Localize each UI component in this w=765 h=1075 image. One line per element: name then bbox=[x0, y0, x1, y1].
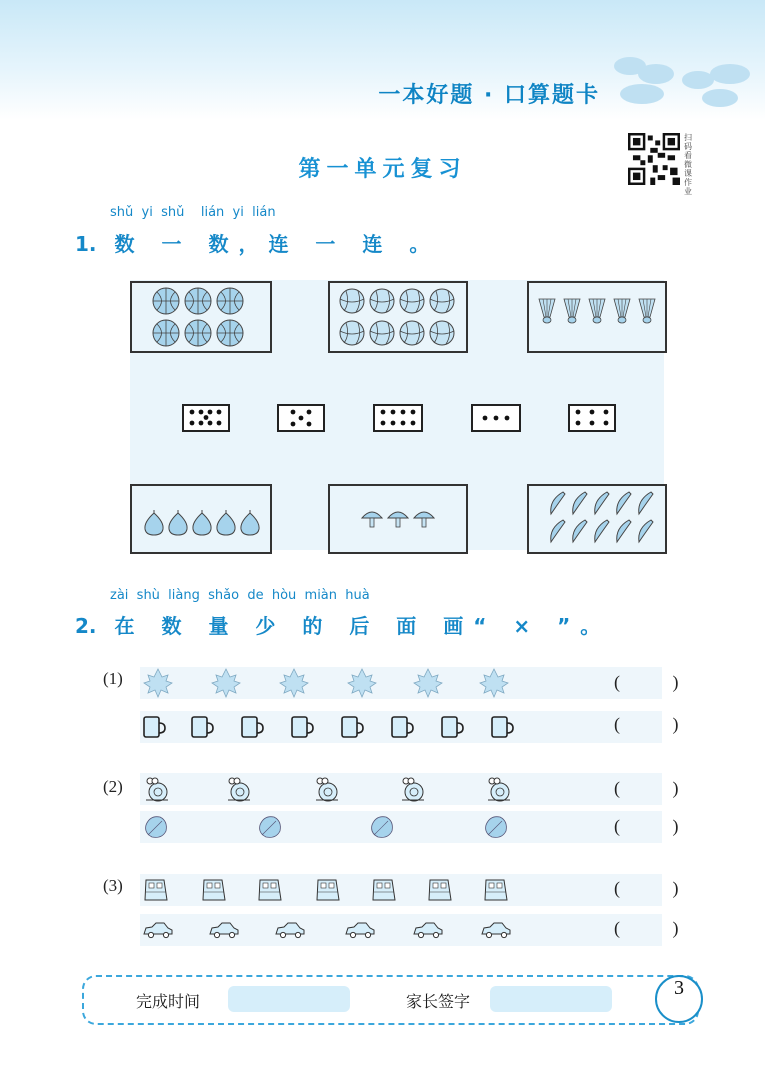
dot-card-5[interactable] bbox=[277, 404, 325, 432]
snail-icon bbox=[140, 772, 540, 806]
shuttlecock-group[interactable] bbox=[527, 281, 667, 353]
q2-pinyin: zài shù liàng shǎo de hòu miàn huà bbox=[110, 588, 370, 603]
q1-number: 1. bbox=[75, 232, 97, 256]
banana-icon bbox=[529, 486, 665, 552]
dot-card-3[interactable] bbox=[471, 404, 521, 432]
peach-group[interactable] bbox=[130, 484, 272, 554]
group-label-2: (2) bbox=[103, 777, 123, 796]
sign-field[interactable] bbox=[490, 986, 612, 1012]
shuttlecock-icon bbox=[529, 283, 665, 351]
answer-paren[interactable]: ( ) bbox=[614, 816, 703, 836]
footer-bar bbox=[82, 975, 699, 1025]
dot-card-9[interactable] bbox=[182, 404, 230, 432]
qr-label: 扫码看微课作业 bbox=[684, 133, 692, 196]
group-label-1: (1) bbox=[103, 669, 123, 688]
bus-icon bbox=[140, 873, 540, 907]
q1-title bbox=[75, 228, 439, 257]
sign-label: 家长签字 bbox=[406, 992, 471, 1011]
volleyball-group[interactable] bbox=[328, 281, 468, 353]
page-header bbox=[0, 0, 765, 120]
q1-pinyin: shǔ yi shǔ lián yi lián bbox=[110, 205, 276, 220]
page-number: 3 bbox=[655, 975, 703, 1023]
time-label: 完成时间 bbox=[136, 992, 201, 1011]
banana-group[interactable] bbox=[527, 484, 667, 554]
q1-text: 数 一 数，连 一 连 。 bbox=[114, 232, 440, 256]
answer-paren[interactable]: ( ) bbox=[614, 672, 703, 692]
volleyball-icon bbox=[330, 283, 466, 351]
answer-paren[interactable]: ( ) bbox=[614, 878, 703, 898]
cloud-decoration-icon bbox=[608, 50, 758, 110]
car-icon bbox=[140, 913, 540, 947]
dot-card-8[interactable] bbox=[373, 404, 423, 432]
q2-text: 在 数 量 少 的 后 面 画“ × ”。 bbox=[114, 614, 611, 638]
time-field[interactable] bbox=[228, 986, 350, 1012]
brand-title: 一本好题 · 口算题卡 bbox=[378, 83, 600, 108]
qr-code-icon[interactable] bbox=[628, 133, 680, 185]
q2-number: 2. bbox=[75, 614, 97, 638]
group-label-3: (3) bbox=[103, 876, 123, 895]
cup-icon bbox=[140, 710, 540, 744]
basketball-icon bbox=[132, 283, 270, 351]
answer-paren[interactable]: ( ) bbox=[614, 778, 703, 798]
mushroom-group[interactable] bbox=[328, 484, 468, 554]
answer-paren[interactable]: ( ) bbox=[614, 918, 703, 938]
basketball-group[interactable] bbox=[130, 281, 272, 353]
q2-title bbox=[75, 610, 610, 639]
maple-leaf-icon bbox=[140, 666, 540, 700]
answer-paren[interactable]: ( ) bbox=[614, 714, 703, 734]
leaf-icon bbox=[140, 810, 540, 844]
mushroom-icon bbox=[330, 486, 466, 552]
peach-icon bbox=[132, 486, 270, 552]
dot-card-6[interactable] bbox=[568, 404, 616, 432]
page-title: 第一单元复习 bbox=[298, 157, 467, 182]
